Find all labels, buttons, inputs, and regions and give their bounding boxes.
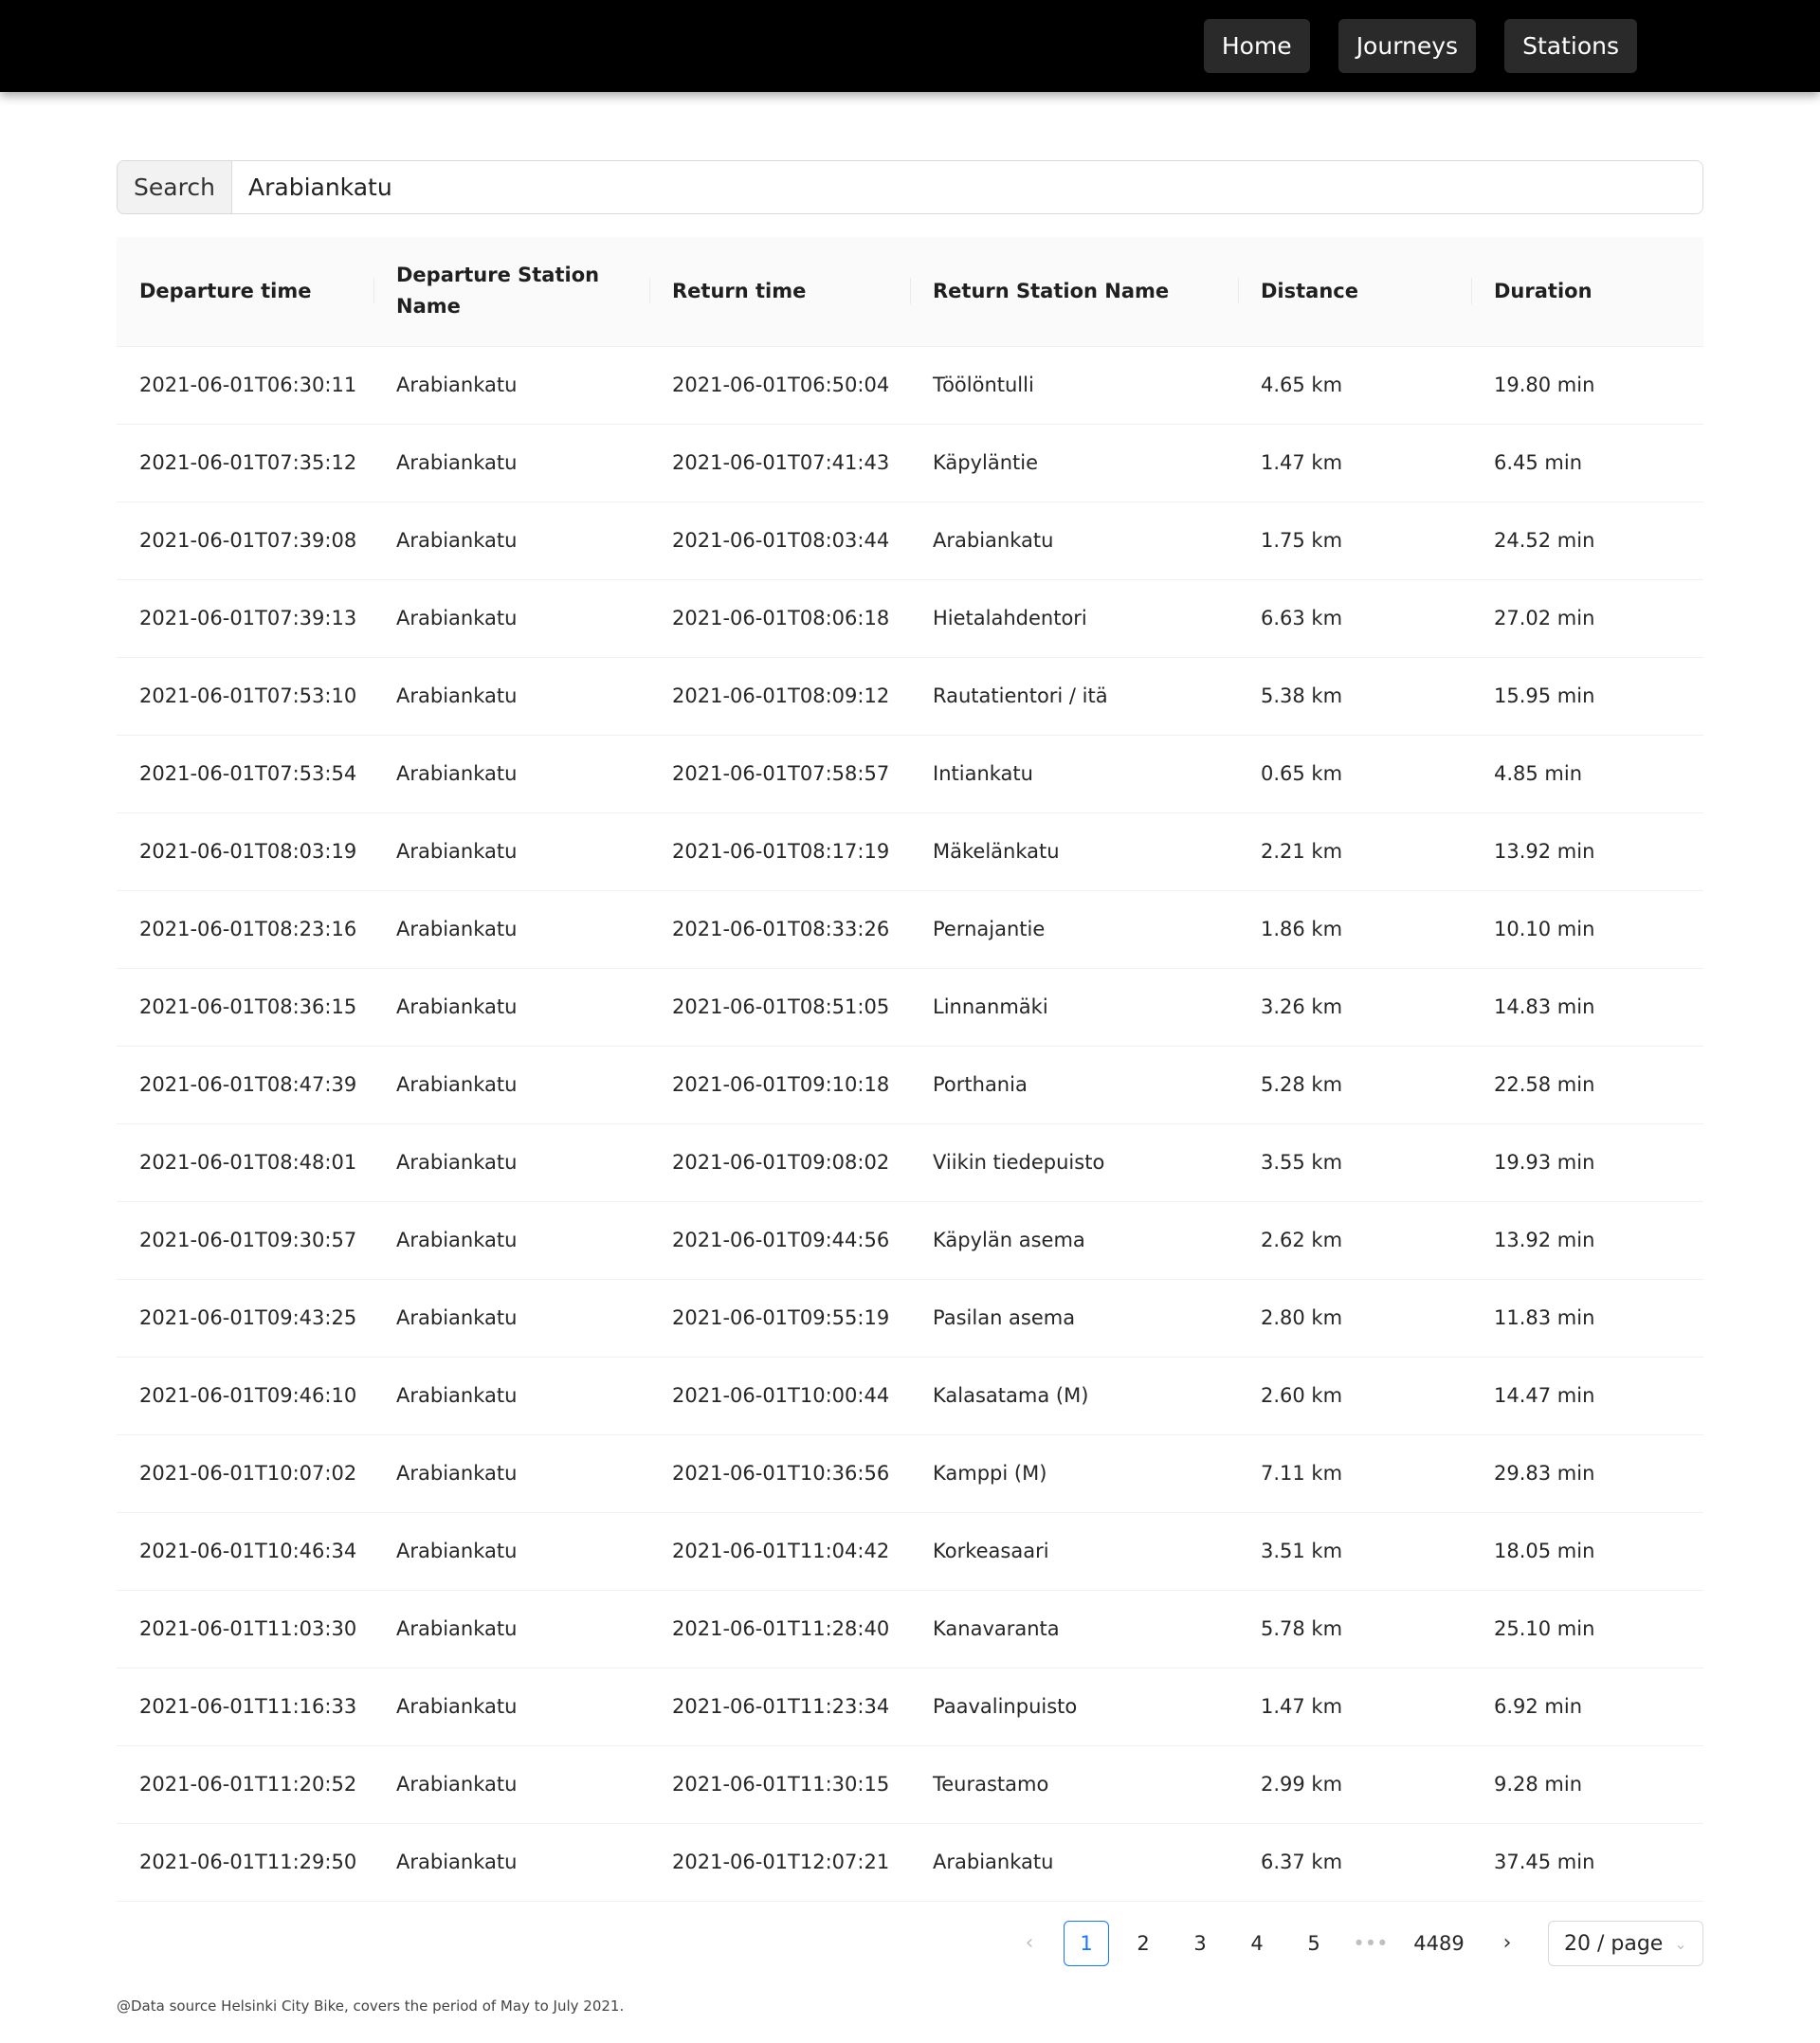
search-label: Search [118,161,232,213]
departure-station-cell: Arabiankatu [373,1279,649,1357]
return-time-cell: 2021-06-01T10:36:56 [649,1434,910,1512]
departure-station-cell: Arabiankatu [373,424,649,502]
return-station-cell: Linnanmäki [910,968,1238,1046]
departure-station-cell: Arabiankatu [373,1046,649,1123]
departure-time-cell: 2021-06-01T10:46:34 [117,1512,373,1590]
page-5-button[interactable]: 5 [1307,1932,1320,1955]
departure-time-cell: 2021-06-01T09:30:57 [117,1201,373,1279]
table-row[interactable] [117,1046,1703,1123]
distance-cell: 2.62 km [1238,1201,1471,1279]
return-time-cell: 2021-06-01T06:50:04 [649,346,910,424]
return-time-cell: 2021-06-01T07:41:43 [649,424,910,502]
return-station-cell: Kalasatama (M) [910,1357,1238,1434]
departure-time-cell: 2021-06-01T07:39:13 [117,579,373,657]
departure-time-cell: 2021-06-01T11:16:33 [117,1668,373,1745]
departure-time-cell: 2021-06-01T08:23:16 [117,890,373,968]
duration-cell: 13.92 min [1471,812,1703,890]
return-time-cell: 2021-06-01T10:00:44 [649,1357,910,1434]
departure-station-cell: Arabiankatu [373,890,649,968]
departure-station-cell: Arabiankatu [373,1357,649,1434]
column-header-distance[interactable]: Distance [1238,237,1471,346]
return-station-cell: Töölöntulli [910,346,1238,424]
duration-cell: 11.83 min [1471,1279,1703,1357]
departure-station-cell: Arabiankatu [373,1668,649,1745]
return-station-cell: Kanavaranta [910,1590,1238,1668]
page-last-button[interactable]: 4489 [1413,1932,1465,1955]
return-station-cell: Korkeasaari [910,1512,1238,1590]
departure-time-cell: 2021-06-01T08:48:01 [117,1123,373,1201]
table-row[interactable] [117,346,1703,424]
column-header-return-time[interactable]: Return time [649,237,910,346]
distance-cell: 1.47 km [1238,424,1471,502]
table-row[interactable] [117,1512,1703,1590]
return-time-cell: 2021-06-01T08:03:44 [649,502,910,579]
distance-cell: 3.55 km [1238,1123,1471,1201]
duration-cell: 22.58 min [1471,1046,1703,1123]
column-header-departure-time[interactable]: Departure time [117,237,373,346]
return-station-cell: Hietalahdentori [910,579,1238,657]
return-station-cell: Porthania [910,1046,1238,1123]
table-row[interactable] [117,579,1703,657]
departure-time-cell: 2021-06-01T08:36:15 [117,968,373,1046]
journeys-table [117,237,1703,1902]
departure-time-cell: 2021-06-01T08:47:39 [117,1046,373,1123]
return-time-cell: 2021-06-01T11:23:34 [649,1668,910,1745]
footer-note: @Data source Helsinki City Bike, covers the period of May to July 2021. [117,1997,625,2015]
return-station-cell: Käpyläntie [910,424,1238,502]
chevron-right-icon[interactable]: › [1502,1931,1512,1955]
distance-cell: 2.21 km [1238,812,1471,890]
return-time-cell: 2021-06-01T07:58:57 [649,735,910,812]
nav-links [1204,19,1637,73]
return-time-cell: 2021-06-01T11:30:15 [649,1745,910,1823]
table-row[interactable] [117,1201,1703,1279]
duration-cell: 19.93 min [1471,1123,1703,1201]
return-station-cell: Mäkelänkatu [910,812,1238,890]
departure-time-cell: 2021-06-01T09:43:25 [117,1279,373,1357]
departure-time-cell: 2021-06-01T11:29:50 [117,1823,373,1901]
page-3-button[interactable]: 3 [1193,1932,1207,1955]
departure-time-cell: 2021-06-01T09:46:10 [117,1357,373,1434]
departure-time-cell: 2021-06-01T11:03:30 [117,1590,373,1668]
table-row[interactable] [117,1357,1703,1434]
return-time-cell: 2021-06-01T12:07:21 [649,1823,910,1901]
return-time-cell: 2021-06-01T08:06:18 [649,579,910,657]
table-body [117,346,1703,1901]
return-station-cell: Arabiankatu [910,1823,1238,1901]
departure-time-cell: 2021-06-01T06:30:11 [117,346,373,424]
departure-station-cell: Arabiankatu [373,1512,649,1590]
distance-cell: 6.63 km [1238,579,1471,657]
table-row[interactable] [117,968,1703,1046]
distance-cell: 4.65 km [1238,346,1471,424]
table-row[interactable] [117,890,1703,968]
table-row[interactable] [117,735,1703,812]
departure-station-cell: Arabiankatu [373,1123,649,1201]
return-station-cell: Käpylän asema [910,1201,1238,1279]
return-time-cell: 2021-06-01T09:10:18 [649,1046,910,1123]
departure-station-cell: Arabiankatu [373,502,649,579]
return-station-cell: Pasilan asema [910,1279,1238,1357]
return-station-cell: Paavalinpuisto [910,1668,1238,1745]
chevron-down-icon: ⌄ [1674,1934,1687,1953]
return-station-cell: Rautatientori / itä [910,657,1238,735]
table-row[interactable] [117,1745,1703,1823]
duration-cell: 14.47 min [1471,1357,1703,1434]
chevron-left-icon[interactable]: ‹ [1025,1931,1034,1955]
return-time-cell: 2021-06-01T11:28:40 [649,1590,910,1668]
search-input[interactable] [232,161,1702,213]
duration-cell: 19.80 min [1471,346,1703,424]
duration-cell: 29.83 min [1471,1434,1703,1512]
pagination [1007,1921,1541,1966]
page-1-button[interactable]: 1 [1064,1921,1109,1966]
return-time-cell: 2021-06-01T09:44:56 [649,1201,910,1279]
column-header-duration[interactable]: Duration [1471,237,1703,346]
departure-time-cell: 2021-06-01T07:35:12 [117,424,373,502]
departure-station-cell: Arabiankatu [373,1590,649,1668]
duration-cell: 9.28 min [1471,1745,1703,1823]
departure-station-cell: Arabiankatu [373,579,649,657]
duration-cell: 24.52 min [1471,502,1703,579]
departure-time-cell: 2021-06-01T07:39:08 [117,502,373,579]
duration-cell: 6.45 min [1471,424,1703,502]
return-time-cell: 2021-06-01T08:09:12 [649,657,910,735]
distance-cell: 3.26 km [1238,968,1471,1046]
duration-cell: 13.92 min [1471,1201,1703,1279]
table-row[interactable] [117,1823,1703,1901]
column-header-departure-station[interactable]: Departure Station Name [373,237,649,346]
column-header-return-station[interactable]: Return Station Name [910,237,1238,346]
table-row[interactable] [117,502,1703,579]
return-time-cell: 2021-06-01T08:33:26 [649,890,910,968]
distance-cell: 5.28 km [1238,1046,1471,1123]
table-row[interactable] [117,1279,1703,1357]
departure-time-cell: 2021-06-01T08:03:19 [117,812,373,890]
distance-cell: 1.47 km [1238,1668,1471,1745]
departure-station-cell: Arabiankatu [373,346,649,424]
departure-station-cell: Arabiankatu [373,657,649,735]
navbar [0,0,1820,92]
duration-cell: 37.45 min [1471,1823,1703,1901]
table-row[interactable] [117,424,1703,502]
return-time-cell: 2021-06-01T09:55:19 [649,1279,910,1357]
page-4-button[interactable]: 4 [1250,1932,1264,1955]
nav-journeys-button[interactable]: Journeys [1338,19,1476,73]
departure-station-cell: Arabiankatu [373,1823,649,1901]
search-bar [117,160,1703,214]
duration-cell: 27.02 min [1471,579,1703,657]
duration-cell: 25.10 min [1471,1590,1703,1668]
return-station-cell: Kamppi (M) [910,1434,1238,1512]
table-row[interactable] [117,812,1703,890]
duration-cell: 4.85 min [1471,735,1703,812]
table-row[interactable] [117,1123,1703,1201]
nav-stations-button[interactable]: Stations [1504,19,1637,73]
nav-home-button[interactable]: Home [1204,19,1310,73]
departure-time-cell: 2021-06-01T10:07:02 [117,1434,373,1512]
departure-station-cell: Arabiankatu [373,735,649,812]
distance-cell: 5.38 km [1238,657,1471,735]
distance-cell: 1.86 km [1238,890,1471,968]
departure-time-cell: 2021-06-01T07:53:10 [117,657,373,735]
duration-cell: 18.05 min [1471,1512,1703,1590]
page-size-select[interactable] [1548,1921,1703,1966]
table-row[interactable] [117,1668,1703,1745]
distance-cell: 6.37 km [1238,1823,1471,1901]
departure-station-cell: Arabiankatu [373,968,649,1046]
table-row[interactable] [117,1590,1703,1668]
return-station-cell: Intiankatu [910,735,1238,812]
departure-time-cell: 2021-06-01T07:53:54 [117,735,373,812]
duration-cell: 6.92 min [1471,1668,1703,1745]
departure-station-cell: Arabiankatu [373,812,649,890]
table-header-row [117,237,1703,346]
departure-station-cell: Arabiankatu [373,1201,649,1279]
return-time-cell: 2021-06-01T08:17:19 [649,812,910,890]
duration-cell: 10.10 min [1471,890,1703,968]
return-time-cell: 2021-06-01T11:04:42 [649,1512,910,1590]
page-size-value: 20 / page [1564,1931,1664,1956]
distance-cell: 0.65 km [1238,735,1471,812]
duration-cell: 15.95 min [1471,657,1703,735]
distance-cell: 7.11 km [1238,1434,1471,1512]
page-ellipsis[interactable]: ••• [1353,1932,1389,1955]
return-station-cell: Viikin tiedepuisto [910,1123,1238,1201]
table-row[interactable] [117,1434,1703,1512]
return-time-cell: 2021-06-01T09:08:02 [649,1123,910,1201]
departure-station-cell: Arabiankatu [373,1434,649,1512]
distance-cell: 2.80 km [1238,1279,1471,1357]
duration-cell: 14.83 min [1471,968,1703,1046]
return-station-cell: Arabiankatu [910,502,1238,579]
distance-cell: 5.78 km [1238,1590,1471,1668]
departure-time-cell: 2021-06-01T11:20:52 [117,1745,373,1823]
distance-cell: 2.99 km [1238,1745,1471,1823]
return-station-cell: Pernajantie [910,890,1238,968]
distance-cell: 2.60 km [1238,1357,1471,1434]
return-time-cell: 2021-06-01T08:51:05 [649,968,910,1046]
distance-cell: 3.51 km [1238,1512,1471,1590]
return-station-cell: Teurastamo [910,1745,1238,1823]
page-2-button[interactable]: 2 [1137,1932,1150,1955]
table-row[interactable] [117,657,1703,735]
distance-cell: 1.75 km [1238,502,1471,579]
departure-station-cell: Arabiankatu [373,1745,649,1823]
